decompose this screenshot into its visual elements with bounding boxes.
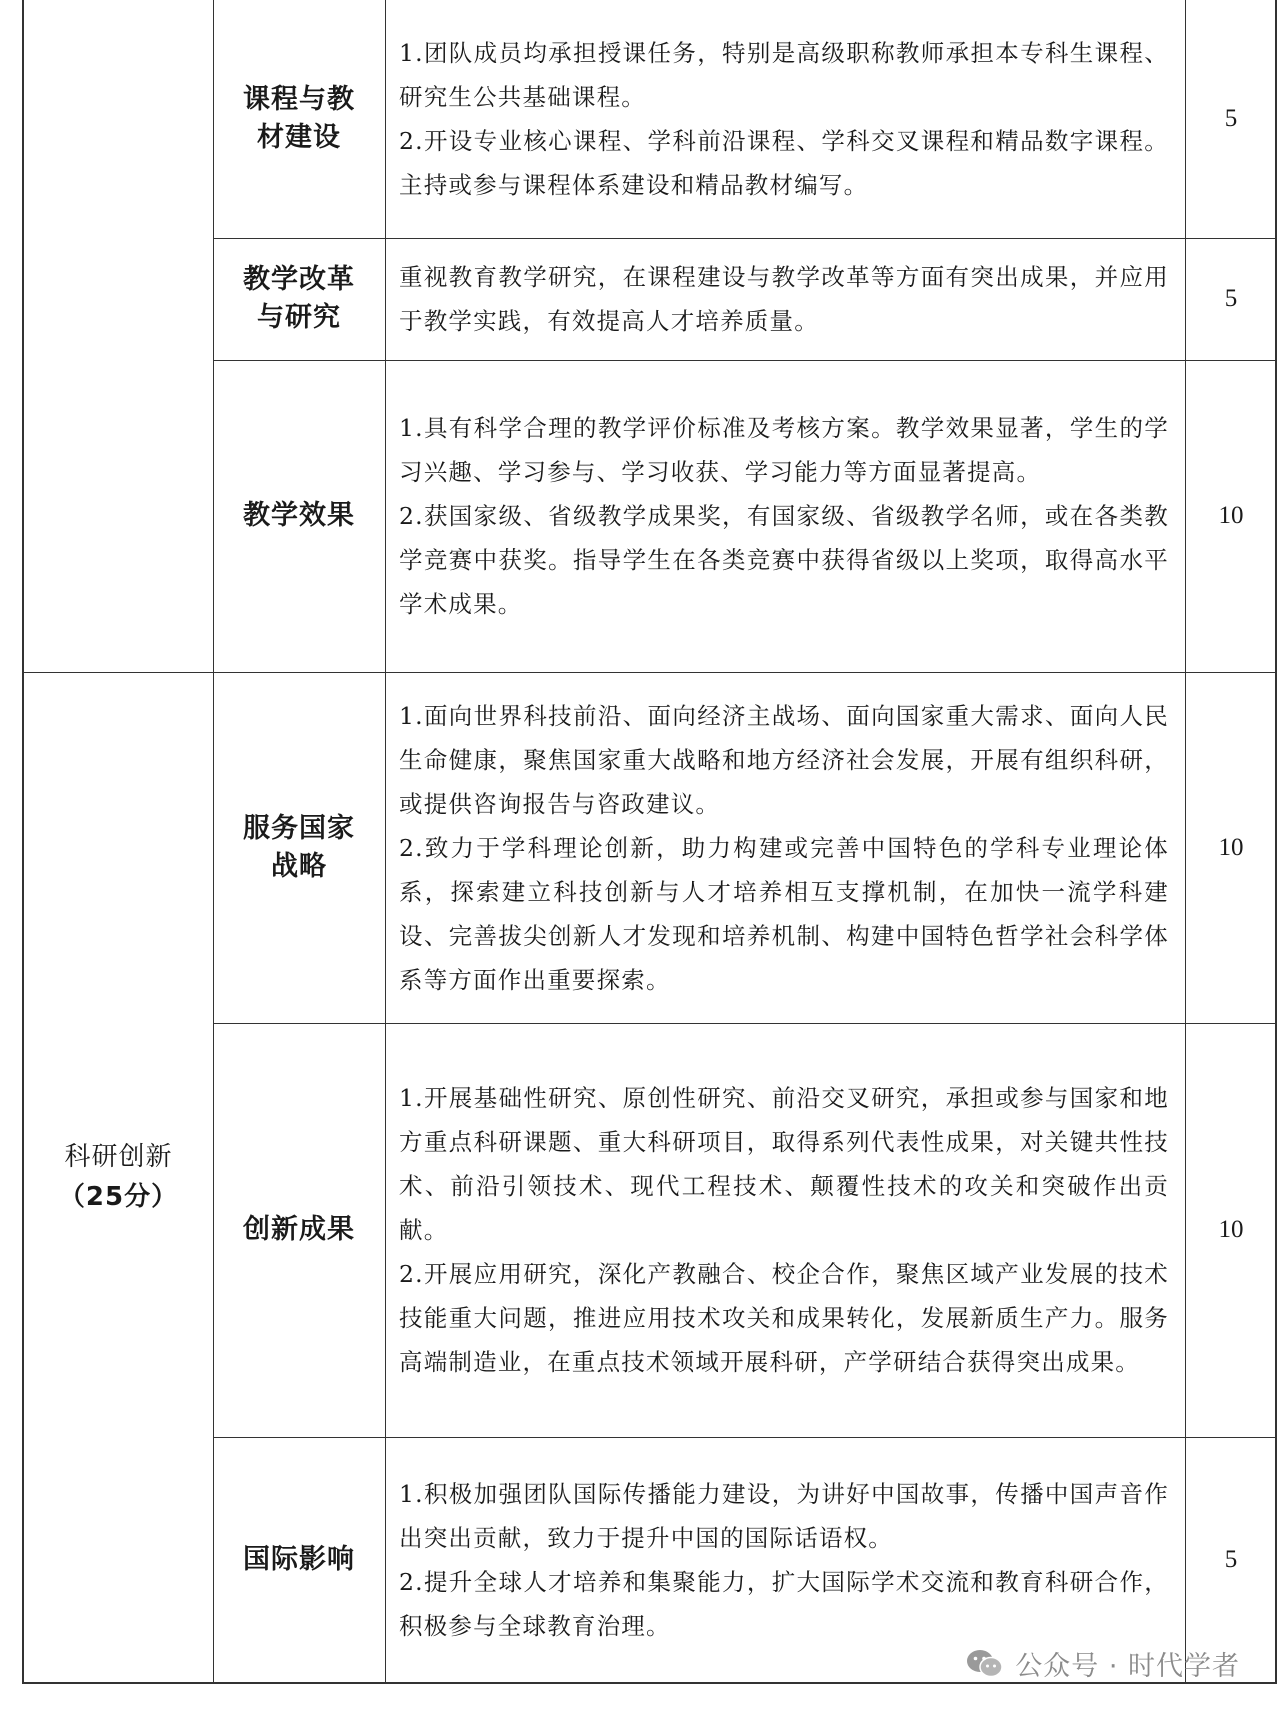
subcategory-cell bbox=[213, 1437, 385, 1682]
subcategory-line: 国际影响 bbox=[243, 1543, 355, 1575]
subcategory-line: 教学改革 bbox=[243, 264, 355, 295]
watermark bbox=[965, 1644, 1240, 1683]
category-research-cell bbox=[24, 672, 213, 1682]
criteria-item: 1.面向世界科技前沿、面向经济主战场、面向国家重大需求、面向人民生命健康，聚焦国家重大战略和地方经济社会发展，开展有组织科研，或提供咨询报告与咨政建议。 bbox=[399, 701, 1169, 818]
score-cell: 10 bbox=[1218, 833, 1244, 861]
score-cell: 5 bbox=[1224, 1545, 1238, 1573]
criteria-cell bbox=[385, 672, 1185, 1023]
criteria-item: 1.团队成员均承担授课任务，特别是高级职称教师承担本专科生课程、研究生公共基础课程。 bbox=[399, 39, 1169, 111]
criteria-item: 2.提升全球人才培养和集聚能力，扩大国际学术交流和教育科研合作，积极参与全球教育治理。 bbox=[399, 1567, 1169, 1640]
category-name: 科研创新 bbox=[64, 1142, 173, 1172]
criteria-item: 2.获国家级、省级教学成果奖，有国家级、省级教学名师，或在各类教学竞赛中获奖。指导学生在各类竞赛中获得省级以上奖项，取得高水平学术成果。 bbox=[399, 502, 1169, 618]
subcategory-line: 课程与教 bbox=[243, 84, 355, 115]
criteria-item: 重视教育教学研究，在课程建设与教学改革等方面有突出成果，并应用于教学实践，有效提高人才培养质量。 bbox=[399, 263, 1169, 335]
score-cell: 10 bbox=[1218, 502, 1244, 529]
criteria-cell bbox=[385, 360, 1185, 672]
criteria-item: 1.具有科学合理的教学评价标准及考核方案。教学效果显著，学生的学习兴趣、学习参与、学习收获、学习能力等方面显著提高。 bbox=[399, 414, 1169, 486]
subcategory-cell bbox=[213, 238, 385, 360]
subcategory-cell bbox=[213, 360, 385, 672]
evaluation-table bbox=[22, 0, 1277, 1684]
subcategory-cell bbox=[213, 0, 385, 238]
watermark-text: 公众号 · 时代学者 bbox=[1015, 1651, 1240, 1682]
subcategory-cell bbox=[213, 672, 385, 1023]
score-cell: 5 bbox=[1224, 105, 1238, 132]
wechat-icon bbox=[965, 1647, 1005, 1681]
score-cell: 5 bbox=[1224, 285, 1238, 312]
subcategory-line: 材建设 bbox=[257, 122, 341, 153]
criteria-item: 2.开展应用研究，深化产教融合、校企合作，聚焦区域产业发展的技术技能重大问题，推进应用技术攻关和成果转化，发展新质生产力。服务高端制造业，在重点技术领域开展科研，产学研结合获得突出成果。 bbox=[399, 1260, 1169, 1376]
subcategory-cell bbox=[213, 1023, 385, 1437]
criteria-item: 1.开展基础性研究、原创性研究、前沿交叉研究，承担或参与国家和地方重点科研课题、重大科研项目，取得系列代表性成果，对关键共性技术、前沿引领技术、现代工程技术、颠覆性技术的攻关和突破作出贡献。 bbox=[399, 1084, 1169, 1244]
subcategory-line: 与研究 bbox=[257, 302, 341, 333]
criteria-cell bbox=[385, 1023, 1185, 1437]
subcategory-line: 服务国家 bbox=[243, 812, 355, 844]
category-points: （25分） bbox=[58, 1182, 179, 1212]
criteria-item: 2.开设专业核心课程、学科前沿课程、学科交叉课程和精品数字课程。主持或参与课程体系建设和精品教材编写。 bbox=[399, 127, 1169, 199]
criteria-item: 1.积极加强团队国际传播能力建设，为讲好中国故事，传播中国声音作出突出贡献，致力于提升中国的国际话语权。 bbox=[399, 1479, 1169, 1552]
criteria-item: 2.致力于学科理论创新，助力构建或完善中国特色的学科专业理论体系，探索建立科技创新与人才培养相互支撑机制，在加快一流学科建设、完善拔尖创新人才发现和培养机制、构建中国特色哲学社会科学体系等方面作出重要探索。 bbox=[399, 833, 1169, 994]
criteria-cell bbox=[385, 0, 1185, 238]
score-cell: 10 bbox=[1218, 1216, 1244, 1243]
subcategory-line: 创新成果 bbox=[243, 1214, 355, 1245]
subcategory-line: 教学效果 bbox=[243, 500, 355, 531]
subcategory-line: 战略 bbox=[271, 850, 327, 882]
criteria-cell bbox=[385, 238, 1185, 360]
